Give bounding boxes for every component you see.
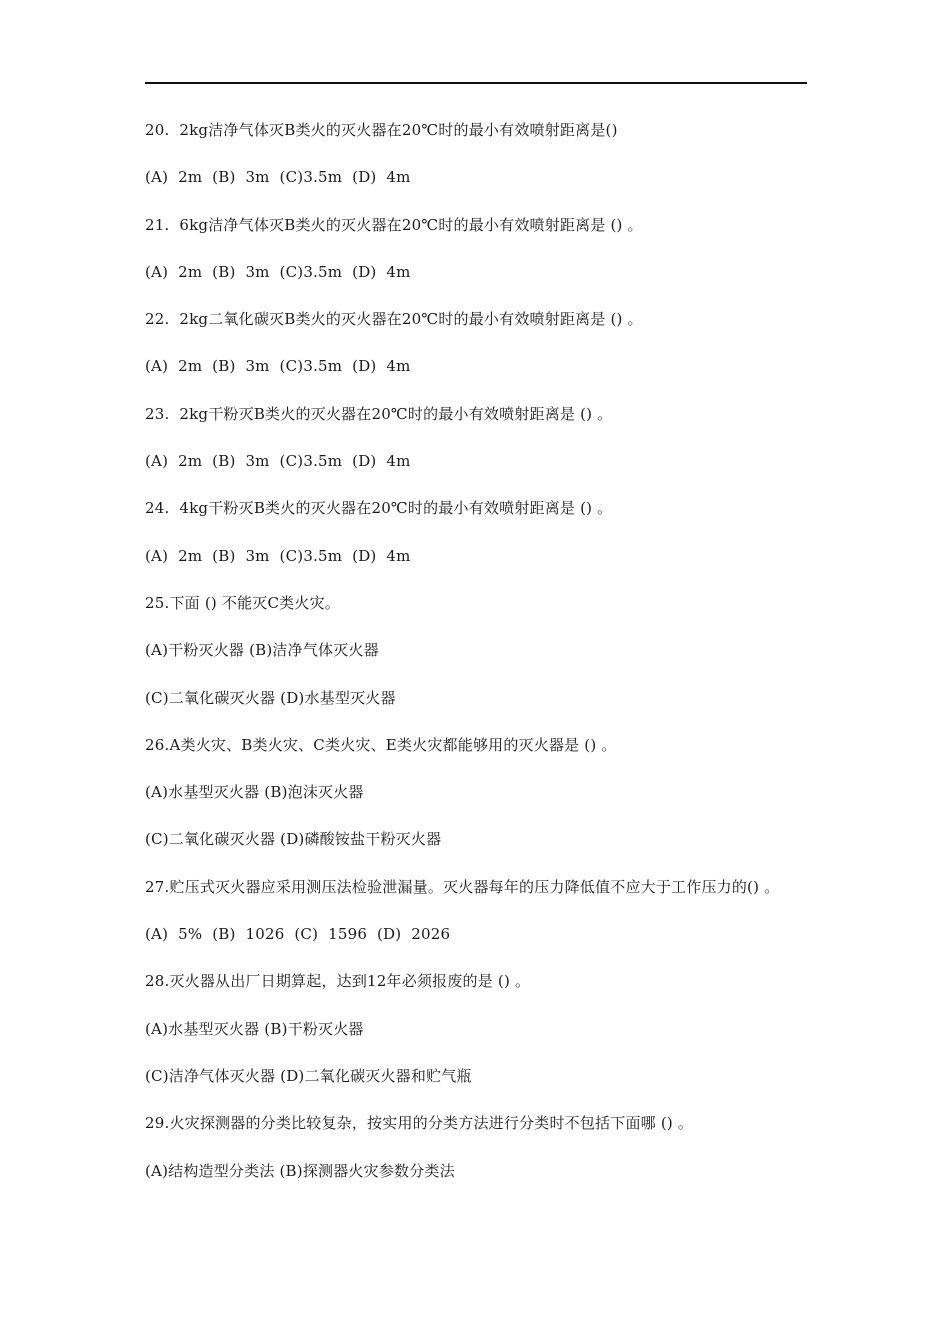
question-24: 24. 4kg干粉灭B类火的灭火器在20℃时的最小有效喷射距离是 () 。 <box>145 499 613 518</box>
question-22: 22. 2kg二氧化碳灭B类火的灭火器在20℃时的最小有效喷射距离是 () 。 <box>145 310 643 329</box>
options-26-ab: (A)水基型灭火器 (B)泡沫灭火器 <box>145 783 364 802</box>
header-rule <box>145 82 807 84</box>
options-20: (A) 2m (B) 3m (C)3.5m (D) 4m <box>145 168 411 187</box>
options-27: (A) 5% (B) 1026 (C) 1596 (D) 2026 <box>145 925 451 944</box>
question-27: 27.贮压式灭火器应采用测压法检验泄漏量。灭火器每年的压力降低值不应大于工作压力的() 。 <box>145 877 780 896</box>
options-28-ab: (A)水基型灭火器 (B)干粉灭火器 <box>145 1019 364 1038</box>
question-29: 29.火灾探测器的分类比较复杂，按实用的分类方法进行分类时不包括下面哪 () 。 <box>145 1114 694 1133</box>
question-28: 28.灭火器从出厂日期算起，达到12年必须报废的是 () 。 <box>145 972 531 991</box>
question-26: 26.A类火灾、B类火灾、C类火灾、E类火灾都能够用的灭火器是 () 。 <box>145 735 617 754</box>
question-25: 25.下面 () 不能灭C类火灾。 <box>145 593 340 612</box>
options-26-cd: (C)二氧化碳灭火器 (D)磷酸铵盐干粉灭火器 <box>145 830 442 849</box>
options-22: (A) 2m (B) 3m (C)3.5m (D) 4m <box>145 357 411 376</box>
question-20: 20. 2kg洁净气体灭B类火的灭火器在20℃时的最小有效喷射距离是() <box>145 121 618 139</box>
options-23: (A) 2m (B) 3m (C)3.5m (D) 4m <box>145 452 411 471</box>
options-28-cd: (C)洁净气体灭火器 (D)二氧化碳灭火器和贮气瓶 <box>145 1066 472 1085</box>
options-21: (A) 2m (B) 3m (C)3.5m (D) 4m <box>145 262 411 281</box>
options-29-ab: (A)结构造型分类法 (B)探测器火灾参数分类法 <box>145 1161 455 1180</box>
document-body <box>145 118 810 1206</box>
options-25-cd: (C)二氧化碳灭火器 (D)水基型灭火器 <box>145 688 396 707</box>
question-23: 23. 2kg干粉灭B类火的灭火器在20℃时的最小有效喷射距离是 () 。 <box>145 404 613 423</box>
question-21: 21. 6kg洁净气体灭B类火的灭火器在20℃时的最小有效喷射距离是 () 。 <box>145 215 643 234</box>
options-24: (A) 2m (B) 3m (C)3.5m (D) 4m <box>145 546 411 565</box>
options-25-ab: (A)干粉灭火器 (B)洁净气体灭火器 <box>145 641 379 660</box>
